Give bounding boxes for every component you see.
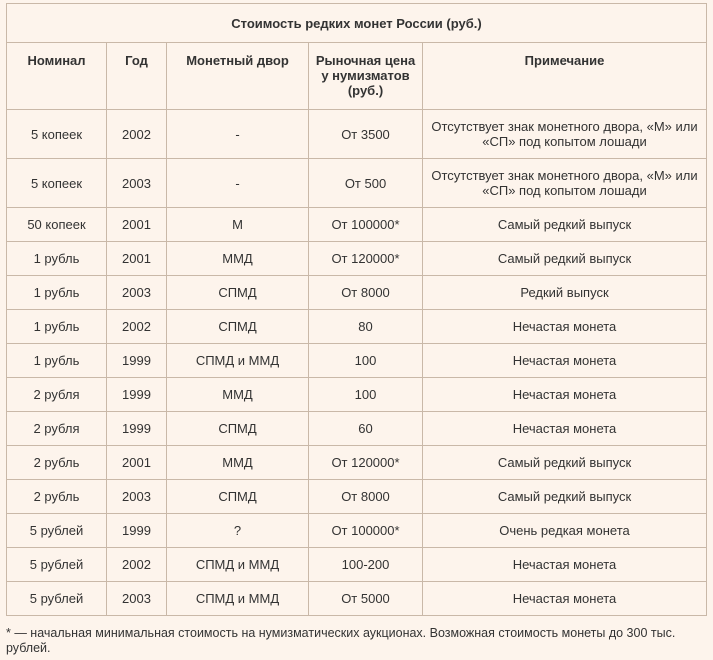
- cell-price: 100-200: [309, 548, 423, 582]
- cell-price: От 8000: [309, 480, 423, 514]
- cell-denomination: 5 копеек: [7, 159, 107, 208]
- cell-denomination: 2 рубль: [7, 480, 107, 514]
- cell-mint: ?: [167, 514, 309, 548]
- coin-price-table-container: [6, 3, 706, 616]
- table-row: [7, 378, 707, 412]
- cell-price: От 3500: [309, 110, 423, 159]
- table-row: [7, 159, 707, 208]
- cell-price: 100: [309, 344, 423, 378]
- table-row: [7, 344, 707, 378]
- cell-price: От 120000*: [309, 242, 423, 276]
- cell-denomination: 2 рубля: [7, 412, 107, 446]
- cell-mint: ММД: [167, 446, 309, 480]
- cell-price: 100: [309, 378, 423, 412]
- cell-mint: СПМД: [167, 310, 309, 344]
- cell-price: От 100000*: [309, 514, 423, 548]
- cell-note: Нечастая монета: [423, 378, 707, 412]
- table-row: [7, 514, 707, 548]
- cell-note: Самый редкий выпуск: [423, 242, 707, 276]
- cell-note: Нечастая монета: [423, 548, 707, 582]
- table-row: [7, 242, 707, 276]
- cell-year: 2002: [107, 310, 167, 344]
- cell-price: От 100000*: [309, 208, 423, 242]
- cell-mint: СПМД: [167, 412, 309, 446]
- table-row: [7, 446, 707, 480]
- cell-note: Отсутствует знак монетного двора, «М» или «СП» под копытом лошади: [423, 110, 707, 159]
- cell-year: 2003: [107, 480, 167, 514]
- cell-mint: М: [167, 208, 309, 242]
- cell-denomination: 5 рублей: [7, 548, 107, 582]
- cell-mint: СПМД и ММД: [167, 548, 309, 582]
- cell-price: От 120000*: [309, 446, 423, 480]
- cell-price: 60: [309, 412, 423, 446]
- coin-price-table: [6, 3, 707, 616]
- cell-denomination: 50 копеек: [7, 208, 107, 242]
- table-footnote: * — начальная минимальная стоимость на нумизматических аукционах. Возможная стоимость монеты до 300 тыс. рублей.: [6, 626, 676, 655]
- cell-note: Нечастая монета: [423, 412, 707, 446]
- cell-year: 1999: [107, 412, 167, 446]
- cell-price: От 5000: [309, 582, 423, 616]
- cell-mint: СПМД: [167, 276, 309, 310]
- cell-year: 2001: [107, 242, 167, 276]
- column-header-year: Год: [107, 43, 167, 110]
- table-row: [7, 310, 707, 344]
- column-header-price: Рыночная цена у нумизматов (руб.): [309, 43, 423, 110]
- cell-year: 1999: [107, 378, 167, 412]
- cell-year: 2002: [107, 110, 167, 159]
- cell-denomination: 1 рубль: [7, 310, 107, 344]
- cell-year: 2003: [107, 159, 167, 208]
- cell-price: От 500: [309, 159, 423, 208]
- cell-note: Очень редкая монета: [423, 514, 707, 548]
- cell-year: 1999: [107, 344, 167, 378]
- cell-note: Редкий выпуск: [423, 276, 707, 310]
- cell-note: Нечастая монета: [423, 344, 707, 378]
- cell-mint: СПМД и ММД: [167, 582, 309, 616]
- cell-note: Самый редкий выпуск: [423, 446, 707, 480]
- cell-mint: СПМД и ММД: [167, 344, 309, 378]
- cell-note: Отсутствует знак монетного двора, «М» или «СП» под копытом лошади: [423, 159, 707, 208]
- cell-mint: ММД: [167, 242, 309, 276]
- cell-denomination: 5 копеек: [7, 110, 107, 159]
- cell-denomination: 1 рубль: [7, 344, 107, 378]
- header-row: [7, 43, 707, 110]
- table-row: [7, 110, 707, 159]
- cell-mint: СПМД: [167, 480, 309, 514]
- table-title: Стоимость редких монет России (руб.): [7, 4, 707, 43]
- cell-denomination: 1 рубль: [7, 242, 107, 276]
- cell-mint: -: [167, 110, 309, 159]
- cell-year: 2001: [107, 446, 167, 480]
- table-row: [7, 412, 707, 446]
- cell-year: 2003: [107, 582, 167, 616]
- cell-year: 2001: [107, 208, 167, 242]
- cell-mint: -: [167, 159, 309, 208]
- cell-note: Самый редкий выпуск: [423, 208, 707, 242]
- cell-note: Нечастая монета: [423, 310, 707, 344]
- table-row: [7, 480, 707, 514]
- cell-denomination: 5 рублей: [7, 582, 107, 616]
- table-row: [7, 548, 707, 582]
- cell-denomination: 2 рубля: [7, 378, 107, 412]
- cell-price: От 8000: [309, 276, 423, 310]
- cell-year: 1999: [107, 514, 167, 548]
- cell-note: Самый редкий выпуск: [423, 480, 707, 514]
- table-row: [7, 582, 707, 616]
- column-header-mint: Монетный двор: [167, 43, 309, 110]
- table-row: [7, 208, 707, 242]
- column-header-denomination: Номинал: [7, 43, 107, 110]
- cell-denomination: 2 рубль: [7, 446, 107, 480]
- column-header-note: Примечание: [423, 43, 707, 110]
- cell-price: 80: [309, 310, 423, 344]
- cell-year: 2003: [107, 276, 167, 310]
- cell-mint: ММД: [167, 378, 309, 412]
- table-row: [7, 276, 707, 310]
- cell-year: 2002: [107, 548, 167, 582]
- cell-note: Нечастая монета: [423, 582, 707, 616]
- cell-denomination: 1 рубль: [7, 276, 107, 310]
- cell-denomination: 5 рублей: [7, 514, 107, 548]
